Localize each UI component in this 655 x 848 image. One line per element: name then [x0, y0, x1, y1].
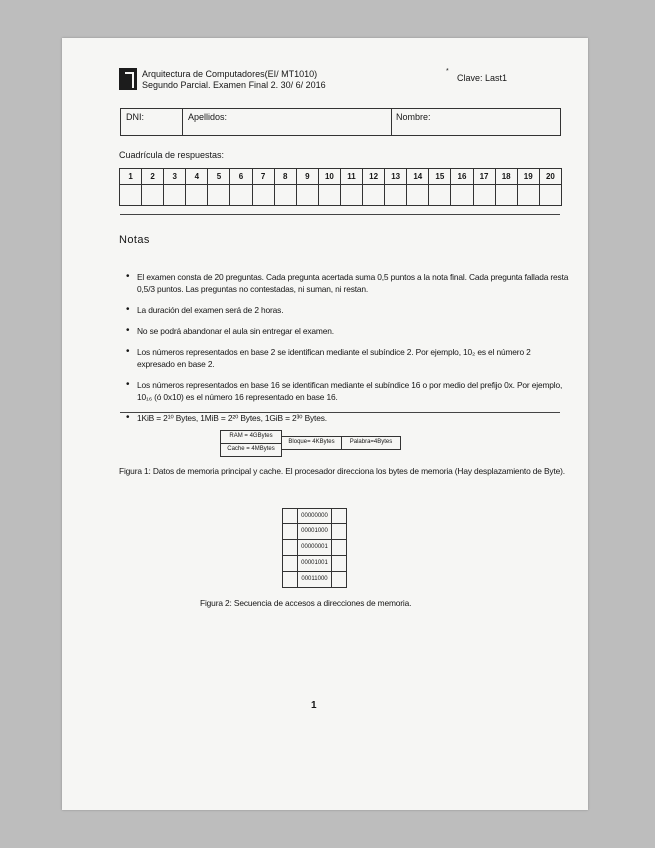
student-id-box — [120, 108, 561, 136]
answer-grid — [119, 168, 562, 206]
answer-number: 11 — [340, 169, 362, 185]
clave-label: Clave: Last1 — [457, 73, 508, 83]
address-row: 00000001 — [282, 540, 347, 556]
answer-cell[interactable] — [120, 185, 142, 206]
note-item: • Los números representados en base 16 se identifican mediante el subíndice 16 o por medio del prefijo 0x. Por ejemplo, 10₁₆ (ó 0x10) es el número 16 representado en base 16. — [137, 379, 569, 403]
answer-cell[interactable] — [407, 185, 429, 206]
answer-number: 7 — [252, 169, 274, 185]
answer-input-row — [120, 185, 562, 206]
course-title: Arquitectura de Computadores(EI/ MT1010) — [142, 69, 318, 79]
answer-cell[interactable] — [142, 185, 164, 206]
note-item: • No se podrá abandonar el aula sin entregar el examen. — [137, 325, 569, 337]
separator-rule — [120, 214, 560, 215]
answer-cell[interactable] — [252, 185, 274, 206]
note-item: • 1KiB = 2¹⁰ Bytes, 1MiB = 2²⁰ Bytes, 1GiB = 2³⁰ Bytes. — [137, 412, 569, 424]
divider — [182, 109, 183, 135]
answer-cell[interactable] — [274, 185, 296, 206]
address-row: 00001000 — [282, 524, 347, 540]
answer-cell[interactable] — [473, 185, 495, 206]
answer-cell[interactable] — [451, 185, 473, 206]
answer-cell[interactable] — [230, 185, 252, 206]
answer-number: 6 — [230, 169, 252, 185]
address-sequence — [282, 508, 347, 588]
answer-number: 16 — [451, 169, 473, 185]
answer-cell[interactable] — [340, 185, 362, 206]
answer-number: 18 — [495, 169, 517, 185]
notes-list — [119, 271, 569, 433]
answer-number: 9 — [296, 169, 318, 185]
answer-number: 19 — [517, 169, 539, 185]
notes-title: Notas — [119, 234, 150, 246]
answer-number: 20 — [539, 169, 561, 185]
answer-number: 17 — [473, 169, 495, 185]
answer-cell[interactable] — [318, 185, 340, 206]
answer-cell[interactable] — [363, 185, 385, 206]
apellidos-label: Apellidos: — [188, 112, 228, 122]
answer-number: 10 — [318, 169, 340, 185]
answer-cell[interactable] — [385, 185, 407, 206]
ram-box: RAM = 4GBytes — [220, 430, 282, 444]
memory-diagram — [220, 430, 403, 457]
dni-label: DNI: — [126, 112, 144, 122]
answer-number: 13 — [385, 169, 407, 185]
answer-number: 4 — [186, 169, 208, 185]
address-row: 00001001 — [282, 556, 347, 572]
bloque-box: Bloque= 4KBytes — [281, 436, 342, 450]
answer-number-row — [120, 169, 562, 185]
answer-cell[interactable] — [539, 185, 561, 206]
answer-number: 2 — [142, 169, 164, 185]
answer-number: 14 — [407, 169, 429, 185]
exam-page — [62, 38, 588, 810]
answer-cell[interactable] — [186, 185, 208, 206]
note-item: • El examen consta de 20 preguntas. Cada pregunta acertada suma 0,5 puntos a la nota final. Cada pregunta fallada resta 0,5/3 puntos. Las preguntas no contestadas, ni suman, ni restan. — [137, 271, 569, 295]
exam-title: Segundo Parcial. Examen Final 2. 30/ 6/ 2016 — [142, 80, 326, 90]
answer-cell[interactable] — [495, 185, 517, 206]
answer-number: 15 — [429, 169, 451, 185]
asterisk-mark: * — [446, 68, 449, 75]
nombre-label: Nombre: — [396, 112, 431, 122]
answer-cell[interactable] — [164, 185, 186, 206]
separator-rule — [120, 412, 560, 413]
answer-number: 12 — [363, 169, 385, 185]
answer-cell[interactable] — [429, 185, 451, 206]
figure2-caption: Figura 2: Secuencia de accesos a direcciones de memoria. — [200, 598, 412, 608]
note-item: • La duración del examen será de 2 horas. — [137, 304, 569, 316]
address-row: 00000000 — [282, 508, 347, 524]
divider — [391, 109, 392, 135]
page-number: 1 — [311, 700, 317, 711]
palabra-box: Palabra=4Bytes — [341, 436, 401, 450]
answer-number: 8 — [274, 169, 296, 185]
cache-box: Cache = 4MBytes — [220, 443, 282, 457]
answer-cell[interactable] — [208, 185, 230, 206]
university-logo-icon — [119, 68, 137, 90]
answer-grid-title: Cuadrícula de respuestas: — [119, 150, 225, 160]
answer-cell[interactable] — [296, 185, 318, 206]
answer-cell[interactable] — [517, 185, 539, 206]
note-item: • Los números representados en base 2 se identifican mediante el subíndice 2. Por ejemplo, 10₂ es el número 2 expresado en base 2. — [137, 346, 569, 370]
answer-number: 1 — [120, 169, 142, 185]
answer-number: 3 — [164, 169, 186, 185]
address-row: 00011000 — [282, 572, 347, 588]
figure1-caption: Figura 1: Datos de memoria principal y cache. El procesador direcciona los bytes de memoria (Hay desplazamiento de Byte). — [119, 466, 565, 476]
answer-number: 5 — [208, 169, 230, 185]
